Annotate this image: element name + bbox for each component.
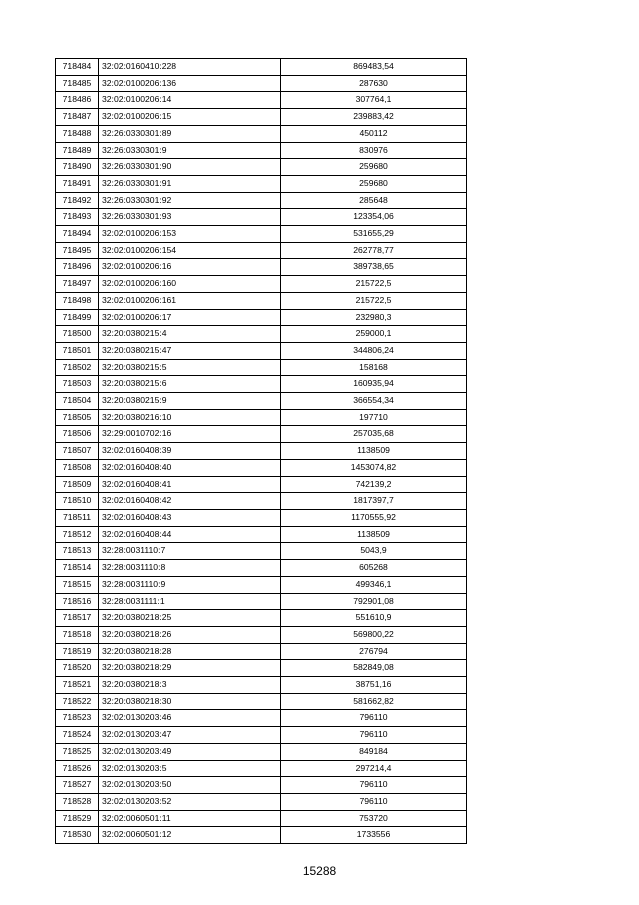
row-id-cell: 718523 xyxy=(56,710,99,727)
table-row xyxy=(56,426,467,443)
row-id-cell: 718516 xyxy=(56,593,99,610)
cadastral-number-cell: 32:28:0031110:8 xyxy=(99,560,281,577)
cadastral-value-cell: 366554,34 xyxy=(281,393,467,410)
cadastral-value-cell: 215722,5 xyxy=(281,292,467,309)
cadastral-value-cell: 742139,2 xyxy=(281,476,467,493)
cadastral-number-cell: 32:20:0380218:30 xyxy=(99,693,281,710)
cadastral-value-cell: 38751,16 xyxy=(281,677,467,694)
table-row xyxy=(56,393,467,410)
cadastral-value-cell: 796110 xyxy=(281,710,467,727)
cadastral-value-cell: 1138509 xyxy=(281,526,467,543)
table-row xyxy=(56,142,467,159)
table-row xyxy=(56,493,467,510)
cadastral-number-cell: 32:02:0100206:136 xyxy=(99,75,281,92)
cadastral-number-cell: 32:20:0380215:6 xyxy=(99,376,281,393)
row-id-cell: 718517 xyxy=(56,610,99,627)
row-id-cell: 718484 xyxy=(56,59,99,76)
cadastral-number-cell: 32:02:0130203:47 xyxy=(99,727,281,744)
table-row xyxy=(56,309,467,326)
cadastral-number-cell: 32:02:0100206:161 xyxy=(99,292,281,309)
table-row xyxy=(56,209,467,226)
cadastral-number-cell: 32:02:0060501:12 xyxy=(99,827,281,844)
cadastral-number-cell: 32:26:0330301:90 xyxy=(99,159,281,176)
row-id-cell: 718493 xyxy=(56,209,99,226)
cadastral-number-cell: 32:02:0160408:40 xyxy=(99,459,281,476)
row-id-cell: 718505 xyxy=(56,409,99,426)
cadastral-value-cell: 197710 xyxy=(281,409,467,426)
table-row xyxy=(56,75,467,92)
row-id-cell: 718501 xyxy=(56,342,99,359)
row-id-cell: 718504 xyxy=(56,393,99,410)
cadastral-value-cell: 123354,06 xyxy=(281,209,467,226)
cadastral-value-cell: 849184 xyxy=(281,743,467,760)
row-id-cell: 718509 xyxy=(56,476,99,493)
table-row xyxy=(56,292,467,309)
row-id-cell: 718496 xyxy=(56,259,99,276)
table-row xyxy=(56,242,467,259)
cadastral-value-cell: 215722,5 xyxy=(281,276,467,293)
cadastral-value-cell: 1170555,92 xyxy=(281,509,467,526)
cadastral-value-cell: 792901,08 xyxy=(281,593,467,610)
row-id-cell: 718513 xyxy=(56,543,99,560)
table-row xyxy=(56,560,467,577)
table-row xyxy=(56,376,467,393)
cadastral-value-cell: 259000,1 xyxy=(281,326,467,343)
cadastral-value-cell: 257035,68 xyxy=(281,426,467,443)
table-row xyxy=(56,192,467,209)
table-row xyxy=(56,743,467,760)
row-id-cell: 718521 xyxy=(56,677,99,694)
cadastral-value-cell: 160935,94 xyxy=(281,376,467,393)
cadastral-value-cell: 569800,22 xyxy=(281,626,467,643)
cadastral-value-cell: 605268 xyxy=(281,560,467,577)
page-number: 15288 xyxy=(302,864,337,878)
row-id-cell: 718522 xyxy=(56,693,99,710)
cadastral-value-cell: 753720 xyxy=(281,810,467,827)
table-row xyxy=(56,359,467,376)
table-row xyxy=(56,727,467,744)
row-id-cell: 718485 xyxy=(56,75,99,92)
table-row xyxy=(56,92,467,109)
cadastral-value-cell: 796110 xyxy=(281,777,467,794)
table-row xyxy=(56,610,467,627)
cadastral-number-cell: 32:02:0160408:44 xyxy=(99,526,281,543)
row-id-cell: 718503 xyxy=(56,376,99,393)
row-id-cell: 718520 xyxy=(56,660,99,677)
cadastral-number-cell: 32:02:0160410:228 xyxy=(99,59,281,76)
cadastral-value-cell: 551610,9 xyxy=(281,610,467,627)
cadastral-value-cell: 239883,42 xyxy=(281,109,467,126)
table-row xyxy=(56,276,467,293)
cadastral-number-cell: 32:20:0380215:5 xyxy=(99,359,281,376)
cadastral-number-cell: 32:20:0380218:29 xyxy=(99,660,281,677)
table-row xyxy=(56,159,467,176)
cadastral-value-cell: 389738,65 xyxy=(281,259,467,276)
table-row xyxy=(56,443,467,460)
table-row xyxy=(56,793,467,810)
table-row xyxy=(56,409,467,426)
row-id-cell: 718518 xyxy=(56,626,99,643)
cadastral-number-cell: 32:02:0130203:52 xyxy=(99,793,281,810)
row-id-cell: 718510 xyxy=(56,493,99,510)
cadastral-number-cell: 32:20:0380218:28 xyxy=(99,643,281,660)
row-id-cell: 718500 xyxy=(56,326,99,343)
cadastral-number-cell: 32:20:0380215:9 xyxy=(99,393,281,410)
cadastral-value-cell: 869483,54 xyxy=(281,59,467,76)
row-id-cell: 718527 xyxy=(56,777,99,794)
cadastral-number-cell: 32:26:0330301:89 xyxy=(99,125,281,142)
table-row xyxy=(56,59,467,76)
table-row xyxy=(56,810,467,827)
table-row xyxy=(56,576,467,593)
cadastral-value-cell: 307764,1 xyxy=(281,92,467,109)
cadastral-value-cell: 262778,77 xyxy=(281,242,467,259)
cadastral-value-cell: 259680 xyxy=(281,175,467,192)
table-row xyxy=(56,777,467,794)
table-row xyxy=(56,342,467,359)
cadastral-number-cell: 32:20:0380215:4 xyxy=(99,326,281,343)
row-id-cell: 718486 xyxy=(56,92,99,109)
cadastral-number-cell: 32:20:0380218:3 xyxy=(99,677,281,694)
cadastral-number-cell: 32:02:0160408:42 xyxy=(99,493,281,510)
row-id-cell: 718508 xyxy=(56,459,99,476)
cadastral-number-cell: 32:02:0130203:5 xyxy=(99,760,281,777)
table-row xyxy=(56,125,467,142)
cadastral-value-cell: 259680 xyxy=(281,159,467,176)
table-row xyxy=(56,226,467,243)
cadastral-number-cell: 32:20:0380215:47 xyxy=(99,342,281,359)
row-id-cell: 718494 xyxy=(56,226,99,243)
row-id-cell: 718530 xyxy=(56,827,99,844)
cadastral-value-cell: 450112 xyxy=(281,125,467,142)
row-id-cell: 718512 xyxy=(56,526,99,543)
row-id-cell: 718491 xyxy=(56,175,99,192)
row-id-cell: 718495 xyxy=(56,242,99,259)
table-row xyxy=(56,509,467,526)
cadastral-value-cell: 796110 xyxy=(281,727,467,744)
table-row xyxy=(56,677,467,694)
cadastral-value-cell: 1817397,7 xyxy=(281,493,467,510)
row-id-cell: 718489 xyxy=(56,142,99,159)
table-row xyxy=(56,476,467,493)
row-id-cell: 718515 xyxy=(56,576,99,593)
row-id-cell: 718499 xyxy=(56,309,99,326)
cadastral-value-cell: 1453074,82 xyxy=(281,459,467,476)
cadastral-number-cell: 32:20:0380218:25 xyxy=(99,610,281,627)
cadastral-value-cell: 582849,08 xyxy=(281,660,467,677)
row-id-cell: 718529 xyxy=(56,810,99,827)
row-id-cell: 718511 xyxy=(56,509,99,526)
row-id-cell: 718525 xyxy=(56,743,99,760)
table-row xyxy=(56,660,467,677)
row-id-cell: 718492 xyxy=(56,192,99,209)
cadastral-value-cell: 232980,3 xyxy=(281,309,467,326)
table-row xyxy=(56,593,467,610)
table-body xyxy=(56,59,467,844)
row-id-cell: 718507 xyxy=(56,443,99,460)
cadastral-number-cell: 32:29:0010702:16 xyxy=(99,426,281,443)
cadastral-number-cell: 32:02:0100206:154 xyxy=(99,242,281,259)
table-row xyxy=(56,109,467,126)
table-row xyxy=(56,543,467,560)
row-id-cell: 718524 xyxy=(56,727,99,744)
row-id-cell: 718526 xyxy=(56,760,99,777)
row-id-cell: 718498 xyxy=(56,292,99,309)
row-id-cell: 718528 xyxy=(56,793,99,810)
cadastral-number-cell: 32:02:0100206:16 xyxy=(99,259,281,276)
table-row xyxy=(56,526,467,543)
cadastral-number-cell: 32:02:0130203:50 xyxy=(99,777,281,794)
row-id-cell: 718519 xyxy=(56,643,99,660)
cadastral-value-cell: 276794 xyxy=(281,643,467,660)
row-id-cell: 718514 xyxy=(56,560,99,577)
cadastral-number-cell: 32:02:0160408:43 xyxy=(99,509,281,526)
table-row xyxy=(56,259,467,276)
cadastral-number-cell: 32:02:0160408:39 xyxy=(99,443,281,460)
cadastral-value-cell: 830976 xyxy=(281,142,467,159)
row-id-cell: 718487 xyxy=(56,109,99,126)
cadastral-number-cell: 32:26:0330301:93 xyxy=(99,209,281,226)
row-id-cell: 718502 xyxy=(56,359,99,376)
cadastral-value-cell: 531655,29 xyxy=(281,226,467,243)
row-id-cell: 718490 xyxy=(56,159,99,176)
cadastral-value-cell: 158168 xyxy=(281,359,467,376)
row-id-cell: 718488 xyxy=(56,125,99,142)
cadastral-number-cell: 32:28:0031110:9 xyxy=(99,576,281,593)
cadastral-number-cell: 32:26:0330301:9 xyxy=(99,142,281,159)
cadastral-number-cell: 32:02:0100206:14 xyxy=(99,92,281,109)
cadastral-value-cell: 285648 xyxy=(281,192,467,209)
cadastral-value-cell: 287630 xyxy=(281,75,467,92)
cadastral-value-table xyxy=(55,58,467,844)
cadastral-number-cell: 32:20:0380218:26 xyxy=(99,626,281,643)
cadastral-number-cell: 32:02:0100206:15 xyxy=(99,109,281,126)
row-id-cell: 718497 xyxy=(56,276,99,293)
cadastral-number-cell: 32:02:0060501:11 xyxy=(99,810,281,827)
table-row xyxy=(56,626,467,643)
cadastral-number-cell: 32:02:0100206:153 xyxy=(99,226,281,243)
cadastral-number-cell: 32:02:0130203:46 xyxy=(99,710,281,727)
cadastral-value-cell: 5043,9 xyxy=(281,543,467,560)
cadastral-number-cell: 32:02:0100206:17 xyxy=(99,309,281,326)
cadastral-number-cell: 32:28:0031111:1 xyxy=(99,593,281,610)
cadastral-value-cell: 1733556 xyxy=(281,827,467,844)
table-row xyxy=(56,710,467,727)
cadastral-value-cell: 344806,24 xyxy=(281,342,467,359)
cadastral-number-cell: 32:02:0100206:160 xyxy=(99,276,281,293)
table-row xyxy=(56,760,467,777)
table-row xyxy=(56,175,467,192)
cadastral-value-cell: 297214,4 xyxy=(281,760,467,777)
table-row xyxy=(56,326,467,343)
cadastral-value-cell: 796110 xyxy=(281,793,467,810)
cadastral-value-cell: 499346,1 xyxy=(281,576,467,593)
table-row xyxy=(56,693,467,710)
table-row xyxy=(56,643,467,660)
cadastral-number-cell: 32:26:0330301:92 xyxy=(99,192,281,209)
cadastral-number-cell: 32:02:0160408:41 xyxy=(99,476,281,493)
table-row xyxy=(56,827,467,844)
cadastral-number-cell: 32:02:0130203:49 xyxy=(99,743,281,760)
table-row xyxy=(56,459,467,476)
cadastral-number-cell: 32:26:0330301:91 xyxy=(99,175,281,192)
cadastral-value-cell: 1138509 xyxy=(281,443,467,460)
row-id-cell: 718506 xyxy=(56,426,99,443)
cadastral-number-cell: 32:28:0031110:7 xyxy=(99,543,281,560)
cadastral-number-cell: 32:20:0380216:10 xyxy=(99,409,281,426)
cadastral-value-cell: 581662,82 xyxy=(281,693,467,710)
